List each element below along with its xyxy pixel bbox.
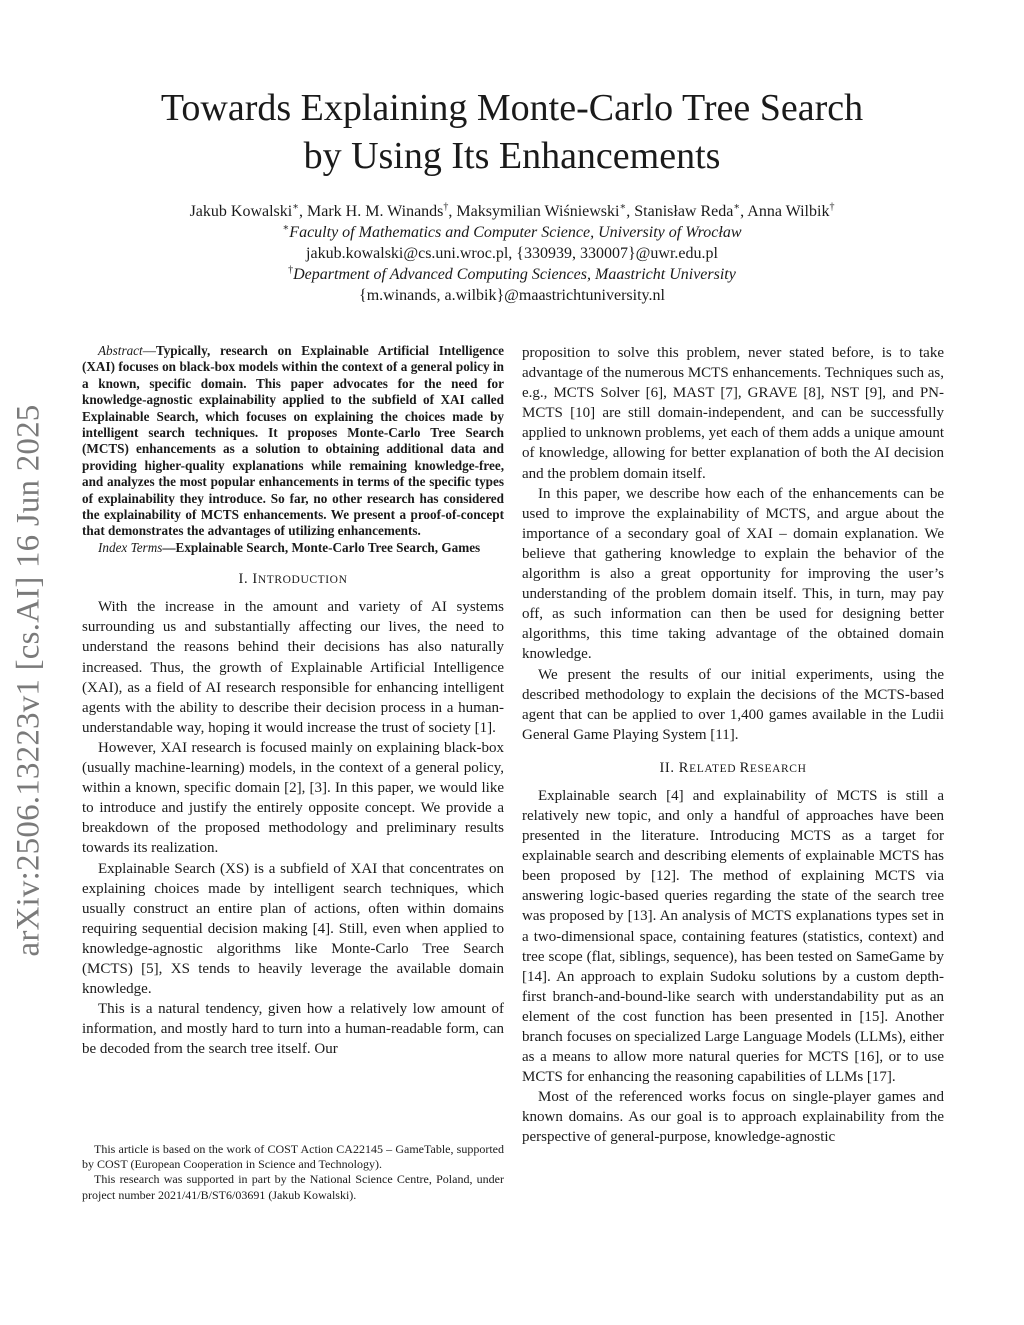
- author-name: , Maksymilian Wiśniewski: [448, 203, 620, 220]
- author-name: , Stanisław Reda: [626, 203, 734, 220]
- abstract: [82, 343, 504, 540]
- footnote-2: This research was supported in part by the National Science Centre, Poland, under project number 2021/41/B/ST6/03691 (Jakub Kowalski).: [82, 1172, 504, 1202]
- arxiv-identifier-text: arXiv:2506.13223v1 [cs.AI] 16 Jun 2025: [10, 403, 47, 957]
- paragraph: In this paper, we describe how each of the enhancements can be used to improve the explainability of MCTS, and argue about the importance of a secondary goal of XAI – domain explanation. We believe that gathering knowledge to explain the behavior of the algorithm is also a great opportunity for improving the user’s understanding of the problem domain itself. This, in turn, may pay off, as such information can then be used for designing better algorithms, this time taking advantage of the obtained domain knowledge.: [522, 485, 944, 663]
- section-number: I. I: [238, 571, 258, 588]
- paragraph: proposition to solve this problem, never stated before, is to take advantage of the numerous MCTS enhancements. Techniques such as, e.g., MCTS Solver [6], MAST [7], GRAVE [8], NST [9], and PN-MCTS [10] are still domain-independent, and can be successfully applied to unknown problems, yet each of them adds a unique amount of knowledge, allowing for better explanation of both the AI decision and the problem domain itself.: [522, 345, 944, 482]
- affiliation-1: [90, 222, 934, 243]
- affiliation-2-text: Department of Advanced Computing Sciences, Maastricht University: [293, 266, 736, 283]
- author-name: , Mark H. M. Winands: [299, 203, 444, 220]
- left-column: [82, 343, 504, 1059]
- footnotes: [82, 1142, 504, 1203]
- paragraph: We present the results of our initial experiments, using the described methodology to explain the decisions of the MCTS-based agent that can be applied to over 1,400 games available in the Ludii General Game Playing System [11].: [522, 666, 944, 743]
- index-terms: [82, 540, 504, 556]
- right-column: [522, 343, 944, 1148]
- section-heading-introduction: [82, 570, 504, 589]
- paragraph: This is a natural tendency, given how a relatively low amount of information, and mostly hard to turn into a human-readable form, can be decoded from the search tree itself. Our: [82, 1001, 504, 1058]
- affiliation-mark: †: [829, 201, 835, 213]
- affiliation-mark: ∗: [292, 201, 300, 213]
- email-2: {m.winands, a.wilbik}@maastrichtuniversity.nl: [359, 287, 665, 304]
- paragraph: Explainable Search (XS) is a subfield of XAI that concentrates on explaining choices made by intelligent search techniques, which usually construct an entire plan of actions, often within domains requiring sequential decision making [4]. Still, even when applied to knowledge-agnostic algorithms like Monte-Carlo Tree Search (MCTS) [5], XS tends to heavily leverage the available domain knowledge.: [82, 860, 504, 998]
- footnote-1: This article is based on the work of COST Action CA22145 – GameTable, supported by COST (European Cooperation in Science and Technology).: [82, 1142, 504, 1172]
- affiliation-mark: †: [288, 264, 294, 276]
- arxiv-identifier: [2, 380, 56, 980]
- index-terms-label: Index Terms: [98, 539, 163, 555]
- section-title-part: ESEARCH: [749, 762, 807, 775]
- paragraph: However, XAI research is focused mainly on explaining black-box (usually machine-learning) models, in the context of a general policy, within a known, specific domain [2], [3]. In this paper, we would like to introduce and justify the entirely opposite concept. We provide a breakdown of the proposed methodology and preliminary results towards its realization.: [82, 739, 504, 857]
- affiliation-mark: ∗: [733, 201, 741, 213]
- abstract-label: Abstract: [98, 343, 143, 358]
- author-name: Jakub Kowalski: [189, 203, 293, 220]
- paragraph: With the increase in the amount and variety of AI systems surrounding us and substantially affecting our lives, the need to understand the reasons behind their decisions has also naturally increased. Thus, the growth of Explainable Artificial Intelligence (XAI), as a field of AI research responsible for enhancing intelligent agents with the ability to describe their decision process in a human-understandable way, hoping it would increase the trust of society [1].: [82, 599, 504, 736]
- paragraph: Most of the referenced works focus on single-player games and known domains. As our goal is to approach explainability from the perspective of general-purpose, knowledge-agnostic: [522, 1089, 944, 1146]
- section-heading-related-research: [522, 759, 944, 778]
- author-block: [90, 201, 934, 306]
- paragraph: Explainable search [4] and explainability of MCTS is still a relatively new topic, and only a handful of approaches have been presented in the literature. Introducing MCTS as a target for explainable search and describing elements of explainable MCTS has been proposed by [12]. The method of explaining MCTS via answering logic-based queries regarding the state of the search tree was proposed by [13]. An analysis of MCTS explanations types set in a two-dimensional space, containing features (statistics, context) and tree scope (flat, siblings, sequence), has been tested on SameGame by [14]. An approach to explain Sudoku solutions by a custom depth-first branch-and-bound-like search with understandability put as an element of the cost function has been presented in [15]. Another branch focuses on specialized Large Language Models (LLMs), either as a means to allow more natural queries for MCTS [16], or to use MCTS for enhancing the reasoning capabilities of LLMs [17].: [522, 787, 944, 1086]
- abstract-dash: —: [142, 343, 156, 358]
- paper-title: [90, 84, 934, 180]
- section-title-rest: NTRODUCTION: [257, 574, 348, 587]
- section-title-part: ELATED: [689, 762, 740, 775]
- email-1: jakub.kowalski@cs.uni.wroc.pl, {330939, 330007}@uwr.edu.pl: [306, 245, 718, 262]
- abstract-text: Typically, research on Explainable Artificial Intelligence (XAI) focuses on black-box models within the context of a general policy in a known, specific domain. This paper advocates for the need for knowledge-agnostic explainability applied to the subfield of XAI called Explainable Search, which focuses on explaining the choices made by intelligent search techniques. It proposes Monte-Carlo Tree Search (MCTS) enhancements as a solution to obtaining additional data and providing higher-quality explanations while remaining knowledge-free, and analyzes the most popular enhancements in terms of the specific types of explainability they introduce. So far, no other research has considered the explainability of MCTS enhancements. We present a proof-of-concept that demonstrates the advantages of utilizing enhancements.: [82, 343, 504, 539]
- author-name: , Anna Wilbik: [740, 203, 830, 220]
- author-list: [90, 201, 934, 222]
- index-terms-text: —Explainable Search, Monte-Carlo Tree Search, Games: [162, 539, 481, 555]
- affiliation-mark: ∗: [619, 201, 627, 213]
- section-title-capital: R: [739, 759, 750, 776]
- affiliation-mark: ∗: [282, 222, 290, 234]
- affiliation-mark: †: [443, 201, 449, 213]
- title-line-2: by Using Its Enhancements: [303, 135, 721, 177]
- section-number: II. R: [659, 759, 690, 776]
- affiliation-2: [90, 264, 934, 285]
- affiliation-1-text: Faculty of Mathematics and Computer Science, University of Wrocław: [289, 224, 742, 241]
- title-line-1: Towards Explaining Monte-Carlo Tree Search: [160, 87, 864, 129]
